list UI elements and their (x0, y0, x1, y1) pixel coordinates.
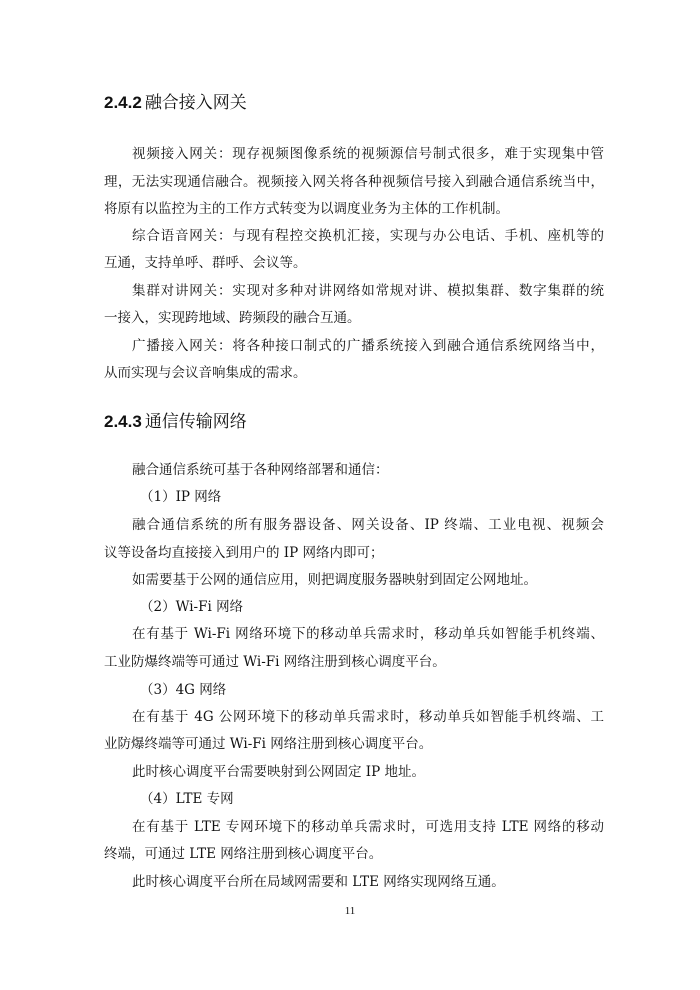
paragraph-line: 从而实现与会议音响集成的需求。 (104, 365, 307, 381)
paragraph-line: 视频接入网关：现存视频图像系统的视频源信号制式很多，难于实现集中管 (132, 146, 604, 162)
paragraph-line: 如需要基于公网的通信应用，则把调度服务器映射到固定公网地址。 (132, 572, 537, 588)
paragraph-line: 议等设备均直接接入到用户的 IP 网络内即可； (104, 545, 384, 561)
paragraph-line: 融合通信系统可基于各种网络部署和通信： (132, 462, 389, 478)
section-number: 2.4.2 (104, 93, 142, 112)
paragraph-line: 在有基于 4G 公网环境下的移动单兵需求时，移动单兵如智能手机终端、工 (132, 709, 604, 725)
page-number: 11 (344, 905, 356, 917)
section-heading-2-4-2 (104, 92, 247, 114)
section-number: 2.4.3 (104, 412, 142, 431)
paragraph-line: 业防爆终端等可通过 Wi-Fi 网络注册到核心调度平台。 (104, 736, 433, 752)
list-item-title: （3）4G 网络 (140, 682, 227, 698)
paragraph-line: 一接入，实现跨地域、跨频段的融合互通。 (104, 310, 361, 326)
paragraph-line: 此时核心调度平台所在局域网需要和 LTE 网络实现网络互通。 (132, 874, 505, 890)
paragraph-line: 互通，支持单呼、群呼、会议等。 (104, 255, 307, 271)
paragraph-line: 将原有以监控为主的工作方式转变为以调度业务为主体的工作机制。 (104, 201, 509, 217)
paragraph-line: 综合语音网关：与现有程控交换机汇接，实现与办公电话、手机、座机等的 (132, 228, 604, 244)
paragraph-line: 在有基于 LTE 专网环境下的移动单兵需求时，可选用支持 LTE 网络的移动 (132, 819, 604, 835)
list-item-title: （4）LTE 专网 (140, 791, 234, 807)
paragraph-line: 终端，可通过 LTE 网络注册到核心调度平台。 (104, 846, 383, 862)
paragraph-line: 广播接入网关：将各种接口制式的广播系统接入到融合通信系统网络当中， (132, 338, 604, 354)
paragraph-line: 融合通信系统的所有服务器设备、网关设备、IP 终端、工业电视、视频会 (132, 517, 604, 533)
paragraph-line: 在有基于 Wi-Fi 网络环境下的移动单兵需求时，移动单兵如智能手机终端、 (132, 626, 604, 642)
paragraph-line: 此时核心调度平台需要映射到公网固定 IP 地址。 (132, 764, 425, 780)
section-heading-2-4-3 (104, 411, 247, 433)
section-title: 融合接入网关 (144, 93, 247, 113)
paragraph-line: 工业防爆终端等可通过 Wi-Fi 网络注册到核心调度平台。 (104, 654, 446, 670)
paragraph-line: 理，无法实现通信融合。视频接入网关将各种视频信号接入到融合通信系统当中， (104, 174, 604, 190)
paragraph-line: 集群对讲网关：实现对多种对讲网络如常规对讲、模拟集群、数字集群的统 (132, 283, 604, 299)
list-item-title: （2）Wi-Fi 网络 (140, 599, 244, 615)
list-item-title: （1）IP 网络 (140, 489, 222, 505)
section-title: 通信传输网络 (144, 412, 247, 432)
